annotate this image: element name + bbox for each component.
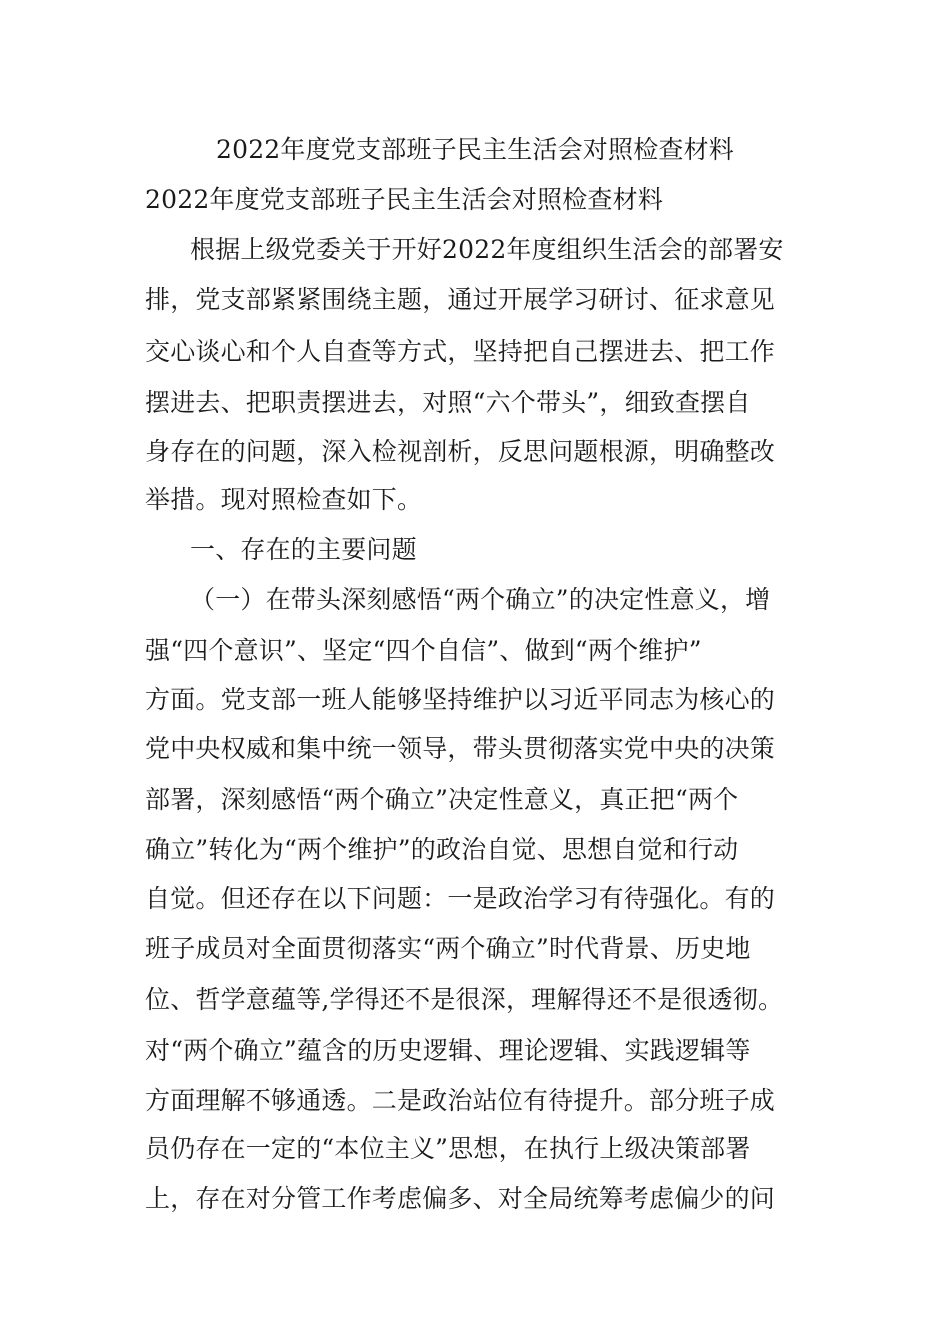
paragraph-line: 自觉。但还存在以下问题：一是政治学习有待强化。有的	[145, 884, 776, 913]
paragraph-line: 举措。现对照检查如下。	[145, 485, 423, 514]
paragraph-line: 员仍存在一定的“本位主义”思想，在执行上级决策部署	[145, 1134, 751, 1163]
paragraph-line: 交心谈心和个人自查等方式，坚持把自己摆进去、把工作	[145, 337, 776, 366]
paragraph-line: 强“四个意识”、坚定“四个自信”、做到“两个维护”	[145, 636, 702, 665]
document-title: 2022年度党支部班子民主生活会对照检查材料	[215, 135, 735, 164]
paragraph-line: （一）在带头深刻感悟“两个确立”的决定性意义，增	[190, 585, 771, 614]
paragraph-line: 身存在的问题，深入检视剖析，反思问题根源，明确整改	[145, 437, 776, 466]
paragraph-line: 位、哲学意蕴等,学得还不是很深，理解得还不是很透彻。	[145, 985, 784, 1014]
document-subtitle: 2022年度党支部班子民主生活会对照检查材料	[145, 185, 664, 214]
paragraph-line: 排，党支部紧紧围绕主题，通过开展学习研讨、征求意见	[145, 285, 776, 314]
paragraph-line: 确立”转化为“两个维护”的政治自觉、思想自觉和行动	[145, 835, 739, 864]
paragraph-line: 党中央权威和集中统一领导，带头贯彻落实党中央的决策	[145, 734, 776, 763]
paragraph-line: 对“两个确立”蕴含的历史逻辑、理论逻辑、实践逻辑等	[145, 1036, 751, 1065]
paragraph-line: 方面理解不够通透。二是政治站位有待提升。部分班子成	[145, 1086, 776, 1115]
paragraph-line: 上，存在对分管工作考虑偏多、对全局统筹考虑偏少的问	[145, 1184, 776, 1213]
paragraph-line: 部署，深刻感悟“两个确立”决定性意义，真正把“两个	[145, 785, 739, 814]
paragraph-line: 摆进去、把职责摆进去，对照“六个带头”，细致查摆自	[145, 388, 751, 417]
section-heading: 一、存在的主要问题	[190, 535, 417, 564]
paragraph-line: 方面。党支部一班人能够坚持维护以习近平同志为核心的	[145, 685, 776, 714]
paragraph-line: 班子成员对全面贯彻落实“两个确立”时代背景、历史地	[145, 934, 751, 963]
paragraph-line: 根据上级党委关于开好2022年度组织生活会的部署安	[190, 235, 784, 264]
